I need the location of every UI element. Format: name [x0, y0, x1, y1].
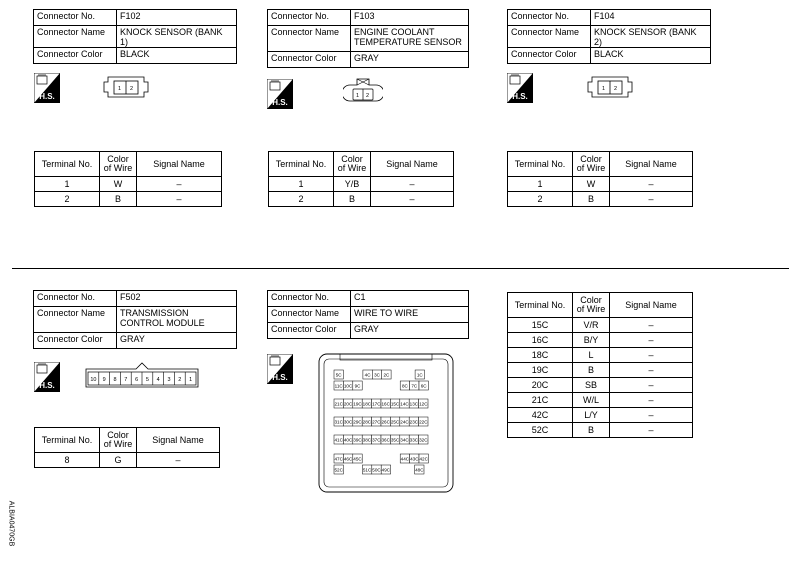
- pin-label: 27C: [372, 419, 381, 425]
- label-connector-name: Connector Name: [34, 26, 117, 48]
- col-terminal-no: Terminal No.: [35, 152, 100, 177]
- pin-label: 49C: [381, 467, 391, 473]
- hs-label: H.S.: [512, 92, 528, 101]
- pin-label: 47C: [334, 456, 343, 462]
- pin-label: 7C: [411, 383, 418, 389]
- label-connector-no: Connector No.: [34, 10, 117, 26]
- connector-name-value: ENGINE COOLANT TEMPERATURE SENSOR: [351, 26, 469, 52]
- pin-label: 50C: [372, 467, 381, 473]
- connector-header-f103: [267, 9, 469, 68]
- pin-label: 2: [178, 377, 182, 383]
- pin-label: 19C: [353, 401, 362, 407]
- connector-no-value: F502: [117, 291, 237, 307]
- label-connector-name: Connector Name: [268, 26, 351, 52]
- connector-face-f104: [586, 73, 634, 101]
- connector-header-f104: Connector No. F104 Connector Name KNOCK SENSOR (BANK 2) Connector Color BLACK: [507, 9, 711, 64]
- pin-label: 26C: [381, 419, 390, 425]
- pin-label: 10C: [343, 383, 353, 389]
- table-row: 1 W –: [508, 177, 693, 192]
- pin-label: 3C: [374, 372, 380, 378]
- section-divider: [12, 268, 789, 269]
- connector-face-c1: [318, 353, 454, 493]
- pin-label: 7: [124, 377, 128, 383]
- table-row: 1 W –: [35, 177, 222, 192]
- pin-label: 9C: [354, 383, 361, 389]
- connector-color-value: GRAY: [351, 52, 469, 68]
- pin-label: 28C: [362, 419, 372, 425]
- pin-label: 23C: [409, 419, 419, 425]
- table-row: 21C W/L –: [508, 393, 693, 408]
- connector-name-value: KNOCK SENSOR (BANK 1): [117, 26, 237, 48]
- pin-label: 8C: [401, 383, 408, 389]
- pin-label: 10: [90, 377, 97, 383]
- col-color-of-wire: Color of Wire: [100, 152, 137, 177]
- pin-label: 33C: [409, 437, 419, 443]
- connector-face-f102: [102, 73, 150, 101]
- harness-side-icon: [267, 354, 293, 384]
- connector-face-f502: [84, 361, 200, 389]
- pin-label: 40C: [343, 437, 353, 443]
- label-connector-color: Connector Color: [34, 48, 117, 64]
- pin-label: 20C: [343, 401, 353, 407]
- pin-label: 51C: [362, 467, 372, 473]
- pin-label: 15C: [390, 401, 400, 407]
- pin-label: 1: [356, 93, 360, 99]
- pin-label: 6C: [420, 383, 427, 389]
- pin-label: 31C: [334, 419, 343, 425]
- table-row: 20C SB –: [508, 378, 693, 393]
- connector-name-value: KNOCK SENSOR (BANK 2): [591, 26, 711, 48]
- harness-side-icon: [34, 73, 60, 103]
- table-row: 2 B –: [508, 192, 693, 207]
- pin-label: 1: [118, 86, 122, 92]
- pin-label: 32C: [419, 437, 428, 443]
- hs-label: H.S.: [272, 373, 288, 382]
- pin-label: 39C: [353, 437, 362, 443]
- pin-label: 8: [113, 377, 117, 383]
- connector-no-value: C1: [351, 291, 469, 307]
- table-row: 2 B –: [269, 192, 454, 207]
- pin-label: 16C: [381, 401, 390, 407]
- harness-side-icon: [507, 73, 533, 103]
- pin-label: 34C: [400, 437, 409, 443]
- pin-label: 2: [130, 86, 134, 92]
- connector-header-f102: [33, 9, 237, 64]
- pin-label: 3: [167, 377, 171, 383]
- table-row: 2 B –: [35, 192, 222, 207]
- pin-label: 14C: [400, 401, 409, 407]
- pin-label: 22C: [419, 419, 428, 425]
- hs-label: H.S.: [39, 92, 55, 101]
- connector-name-value: TRANSMISSION CONTROL MODULE: [117, 307, 237, 333]
- pin-label: 18C: [362, 401, 372, 407]
- harness-side-icon: [267, 79, 293, 109]
- pin-label: 35C: [390, 437, 400, 443]
- pin-label: 11C: [334, 383, 343, 389]
- pin-label: 37C: [372, 437, 381, 443]
- pin-label: 2C: [383, 372, 390, 378]
- pin-label: 44C: [400, 456, 410, 462]
- label-connector-no: Connector No.: [268, 10, 351, 26]
- table-row: 16C B/Y –: [508, 333, 693, 348]
- pin-label: 52C: [334, 467, 343, 473]
- table-row: 42C L/Y –: [508, 408, 693, 423]
- svg-text:2: 2: [614, 86, 618, 92]
- connector-color-value: GRAY: [117, 333, 237, 349]
- pin-label: 5C: [335, 372, 342, 378]
- table-row: 19C B –: [508, 363, 693, 378]
- pin-label: 30C: [343, 419, 353, 425]
- pin-label: 13C: [409, 401, 419, 407]
- pin-label: 1: [189, 377, 193, 383]
- table-row: 18C L –: [508, 348, 693, 363]
- pin-label: 12C: [419, 401, 428, 407]
- svg-text:1: 1: [602, 86, 606, 92]
- pin-label: 41C: [334, 437, 343, 443]
- connector-no-value: F103: [351, 10, 469, 26]
- pin-label: 43C: [410, 456, 419, 462]
- table-row: 8 G –: [35, 453, 220, 468]
- pin-label: 45C: [353, 456, 362, 462]
- pin-label: 46C: [343, 456, 353, 462]
- connector-header-c1: Connector No. C1 Connector Name WIRE TO WIRE Connector Color GRAY: [267, 290, 469, 339]
- table-row: 52C B –: [508, 423, 693, 438]
- connector-color-value: BLACK: [117, 48, 237, 64]
- pin-label: 29C: [353, 419, 362, 425]
- pin-label: 17C: [372, 401, 381, 407]
- pin-label: 24C: [400, 419, 409, 425]
- table-row: 15C V/R –: [508, 318, 693, 333]
- pin-label: 4C: [364, 372, 371, 378]
- hs-label: H.S.: [39, 381, 55, 390]
- col-signal-name: Signal Name: [137, 152, 222, 177]
- terminal-table-f102: [34, 151, 222, 207]
- pin-label: 42C: [419, 456, 428, 462]
- harness-side-icon: [34, 362, 60, 392]
- connector-header-f502: Connector No. F502 Connector Name TRANSMISSION CONTROL MODULE Connector Color GRAY: [33, 290, 237, 349]
- pin-label: 5: [145, 377, 149, 383]
- figure-code: ALBIA0470GB: [7, 500, 15, 547]
- connector-color-value: GRAY: [351, 323, 469, 339]
- connector-name-value: WIRE TO WIRE: [351, 307, 469, 323]
- terminal-table-f104: Terminal No. Color of Wire Signal Name 1 W – 2 B –: [507, 151, 693, 207]
- pin-label: 38C: [362, 437, 372, 443]
- terminal-table-f502: Terminal No. Color of Wire Signal Name 8 G –: [34, 427, 220, 468]
- terminal-table-f103: Terminal No. Color of Wire Signal Name 1 Y/B – 2 B –: [268, 151, 454, 207]
- pin-label: 48C: [415, 467, 424, 473]
- connector-no-value: F104: [591, 10, 711, 26]
- pin-label: 1C: [416, 372, 423, 378]
- terminal-table-c1: Terminal No. Color of Wire Signal Name 15C V/R – 16C B/Y – 18C L – 19C B – 20C SB – 21C W/L – 42C L/Y – 52C B –: [507, 292, 693, 438]
- pin-label: 21C: [334, 401, 343, 407]
- label-connector-color: Connector Color: [268, 52, 351, 68]
- table-row: 1 Y/B –: [269, 177, 454, 192]
- pin-label: 4: [156, 377, 160, 383]
- pin-label: 6: [135, 377, 139, 383]
- pin-label: 36C: [381, 437, 390, 443]
- hs-label: H.S.: [272, 98, 288, 107]
- connector-color-value: BLACK: [591, 48, 711, 64]
- connector-face-f103: [343, 75, 383, 107]
- pin-label: 9: [102, 377, 106, 383]
- pin-label: 25C: [390, 419, 400, 425]
- pin-label: 2: [366, 93, 370, 99]
- connector-no-value: F102: [117, 10, 237, 26]
